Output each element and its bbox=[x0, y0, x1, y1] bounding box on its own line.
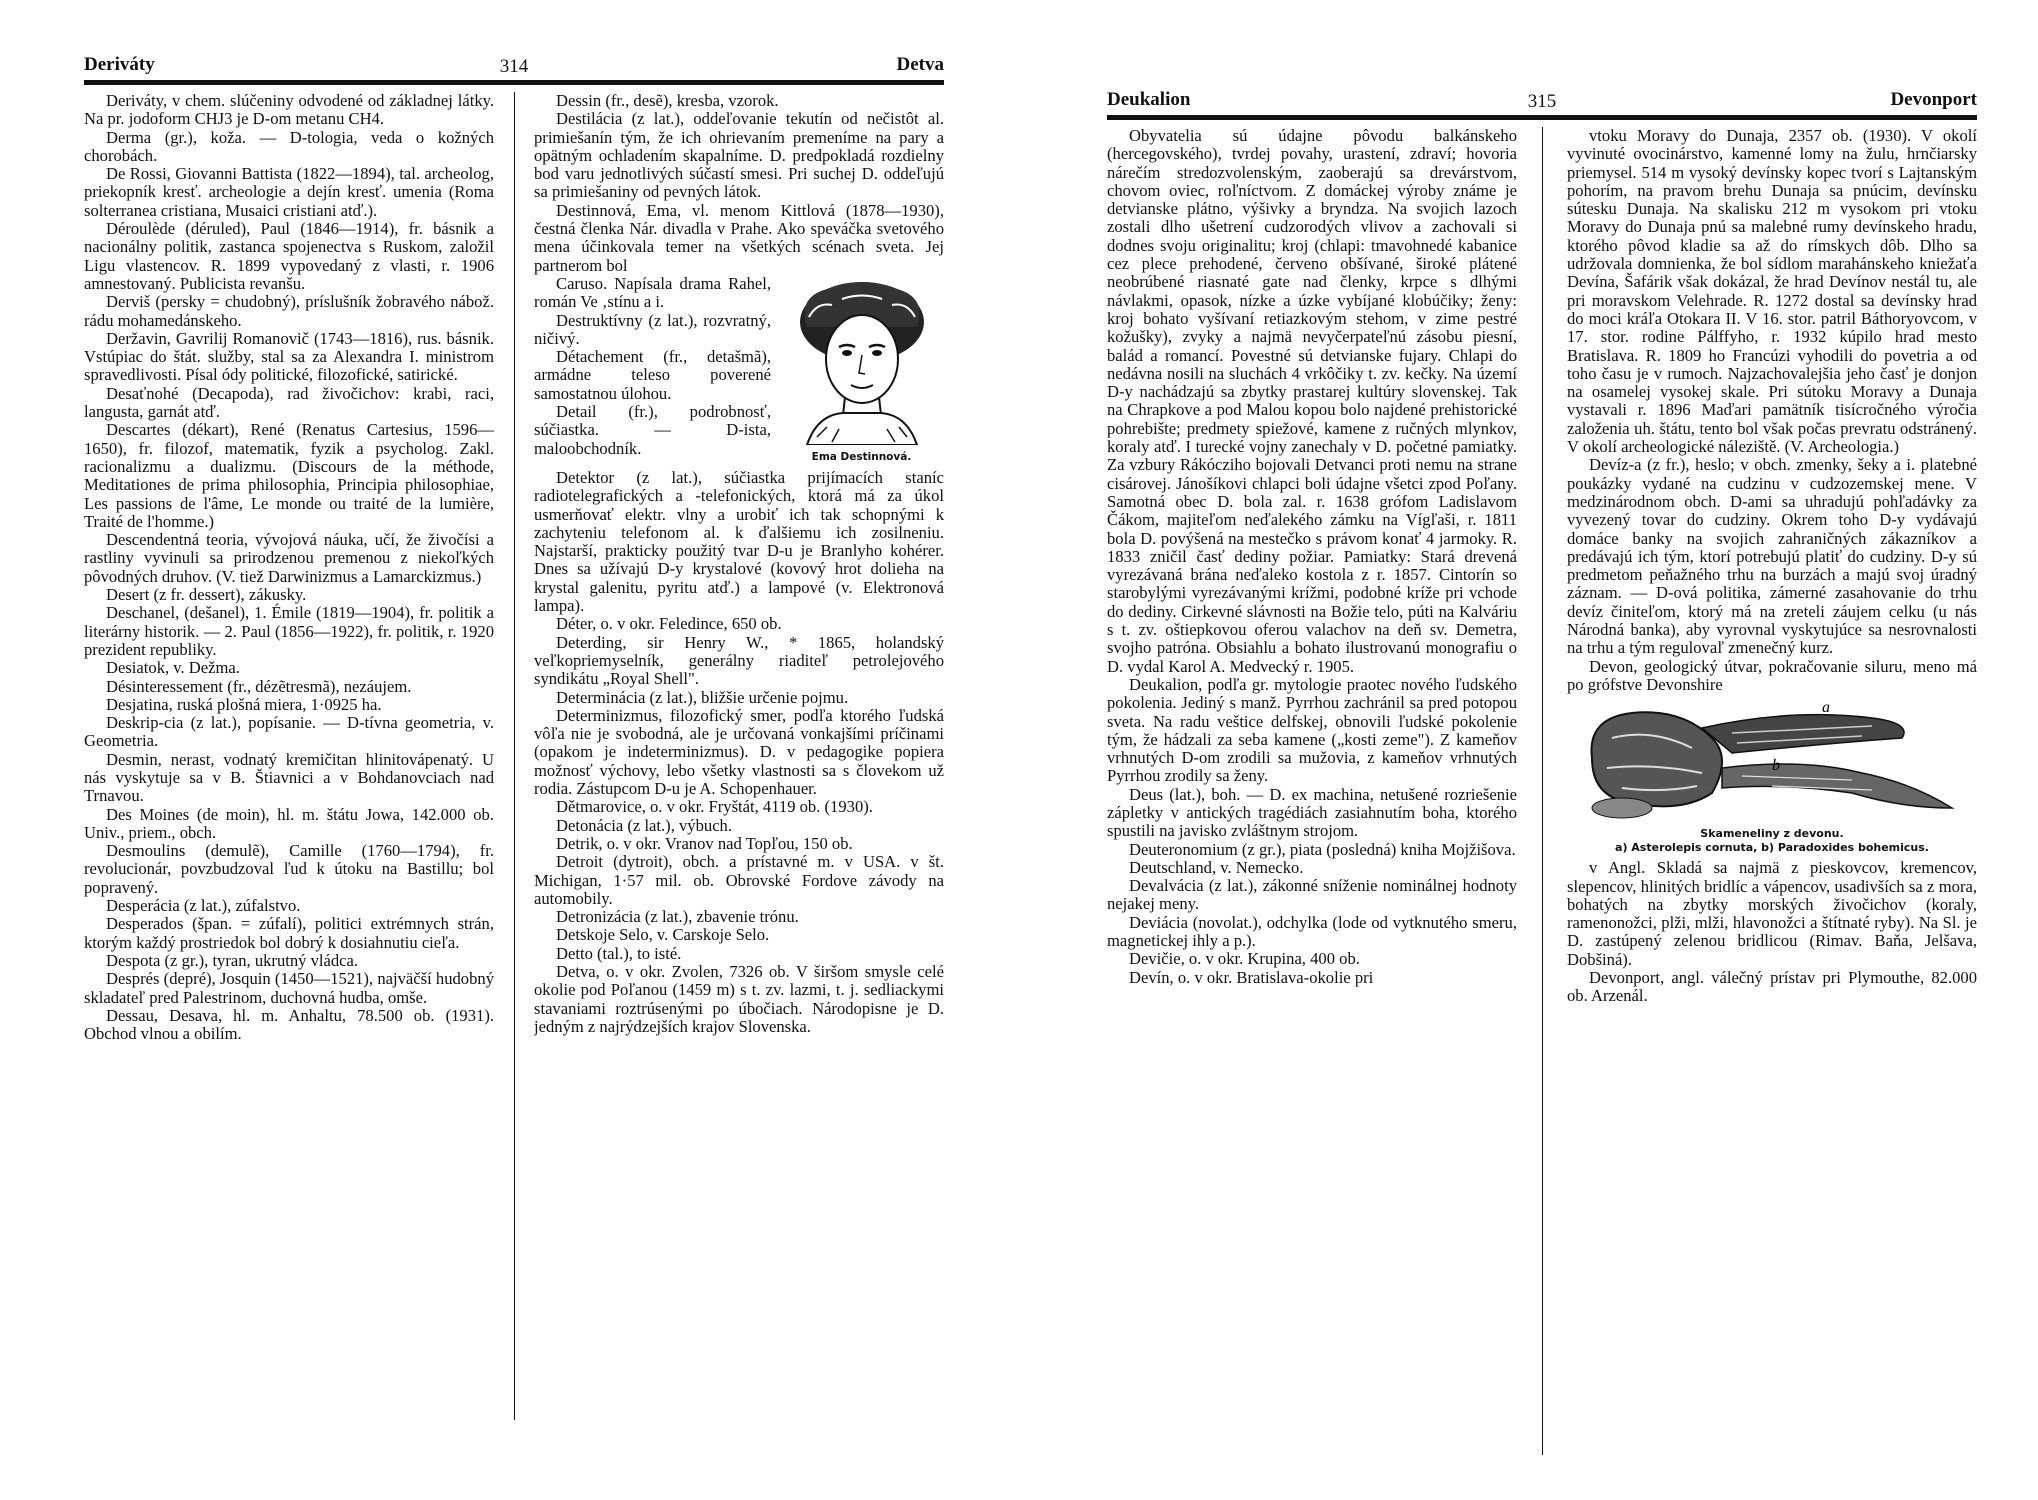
dictionary-entry: Detva, o. v okr. Zvolen, 7326 ob. V širšom smysle celé okolie pod Poľanou (1459 m) s t. zv. lazmi, t. j. sedliackymi stavaniami roztrúsenými po úbočiach. Národopisne je D. jedným z najrýdzejších krajov Slovenska. bbox=[534, 961, 944, 1036]
left-page-header bbox=[84, 50, 944, 85]
column-divider bbox=[514, 92, 515, 1420]
fossil-figure bbox=[1567, 698, 1977, 855]
dictionary-entry: Devičie, o. v okr. Krupina, 400 ob. bbox=[1129, 949, 1360, 969]
dictionary-entry: Desaťnohé (Decapoda), rad živočichov: krabi, raci, langusta, garnát atď. bbox=[84, 383, 494, 422]
right-page-column-1 bbox=[1107, 127, 1517, 1485]
dictionary-entry: Deriváty, v chem. slúčeniny odvodené od základnej látky. Na pr. jodoform CHJ3 je D-om metanu CH4. bbox=[84, 92, 494, 129]
dictionary-entry: Derma (gr.), koža. — D-tologia, veda o kožných chorobách. bbox=[84, 127, 494, 165]
dictionary-entry: Desperados (špan. = zúfalí), politici extrémnych strán, ktorým každý prostriedok bol dobrý k dosiahnutiu cieľa. bbox=[84, 914, 494, 952]
portrait-caption: Ema Destinnová. bbox=[811, 450, 912, 463]
dictionary-entry: Detrik, o. v okr. Vranov nad Topľou, 150 ob. bbox=[556, 833, 853, 853]
left-header-first-word: Deriváty bbox=[84, 54, 155, 75]
dictionary-entry: Deviácia (novolat.), odchylka (lode od vytknutého smeru, magnetickej ihly a p.). bbox=[1107, 912, 1517, 951]
dictionary-entry: Détachement (fr., detašmã), armádne teleso poverené samostatnou úlohou. bbox=[534, 347, 771, 403]
left-page-column-2 bbox=[534, 92, 944, 1450]
dictionary-entry: Detonácia (z lat.), výbuch. bbox=[556, 815, 733, 835]
dictionary-entry: Dessin (fr., desẽ), kresba, vzorok. bbox=[556, 92, 779, 110]
dictionary-entry: Despota (z gr.), tyran, ukrutný vládca. bbox=[106, 950, 359, 970]
fossil-caption-title: Skameneliny z devonu. bbox=[1700, 827, 1844, 841]
dictionary-entry: Déroulède (déruled), Paul (1846—1914), fr. básnik a nacionálny politik, zastanca spojenectva s Ruskom, založil Ligu vlastencov. R. 1899 vypovedaný z vlasti, r. 1906 amnestovaný. Publicista revanšu. bbox=[84, 219, 494, 293]
dictionary-entry: Devíz-a (z fr.), heslo; v obch. zmenky, šeky a i. platebné poukázky vydané na cudzinu v cudzozemskej mene. V medzinárodnom obch. D-ami sa uhradujú pohľadávky za vyvezený tovar do cudziny. Okrem toho D-y vydávajú domáce banky na svojich zahraničných zákazníkov a predávajú ich tým, ktorí potrebujú platiť do cudziny. D-y sú predmetom peňažného trhu na burzách a majú svoj úradný záznam. — D-ová politika, zámerné zasahovanie do trhu devíz činiteľom, ktorý má na zreteli záujem celku (u nás Národná banka), aby vyrovnal vyskytujúce sa nesrovnalosti na trhu a tým regulovaľ zmenečný kurz. bbox=[1567, 455, 1977, 658]
right-page-columns bbox=[1107, 127, 1977, 1485]
right-page bbox=[1107, 85, 1977, 1485]
dictionary-entry: Detektor (z lat.), súčiastka prijímacích staníc radiotelegrafických a -telefonických, ktorá má za úkol usmerňovať elektr. vlny a urobiť ich tak schopnými k zachyteniu telefonom al. k ďalšiemu ich zosilneniu. Najstarší, prakticky použitý tvar D-u je Branlyho kohérer. Dnes sa užívajú D-y krystalové (kovový hrot dolieha na krystal galenitu, pyritu atď.) a lampové (v. Elektronová lampa). bbox=[534, 467, 944, 616]
dictionary-entry: Devalvácia (z lat.), zákonné sníženie nominálnej hodnoty nejakej meny. bbox=[1107, 876, 1517, 914]
fossil-caption-detail: a) Asterolepis cornuta, b) Paradoxides bohemicus. bbox=[1615, 841, 1929, 855]
fossil-label-b: b bbox=[1772, 757, 1780, 775]
dictionary-entry: Désinteressement (fr., dézẽtresmã), nezáujem. bbox=[106, 676, 412, 696]
entry-list bbox=[1567, 127, 1977, 694]
dictionary-entry: Detail (fr.), podrobnosť, súčiastka. — D-ista, maloobchodník. bbox=[534, 402, 771, 458]
dictionary-entry: Desert (z fr. dessert), zákusky. bbox=[106, 585, 307, 605]
dictionary-entry: Déter, o. v okr. Feledince, 650 ob. bbox=[556, 614, 782, 634]
dictionary-entry: De Rossi, Giovanni Battista (1822—1894), tal. archeolog, priekopník kresť. archeologie a dejín kresť. umenia (Roma solterranea cristiana, Musaici cristiani atď.). bbox=[84, 164, 494, 220]
dictionary-entry: Determinizmus, filozofický smer, podľa ktorého ľudská vôľa nie je svobodná, ale je určovaná vonkajšími príčinami (opakom je indeterminizmus). D. v pedagogike popiera možnosť výchovy, lebo všetky vlastnosti sa s človekom už rodia. Zástupcom D-u je A. Schopenhauer. bbox=[534, 705, 944, 799]
dictionary-entry: Deskrip-cia (z lat.), popísanie. — D-tívna geometria, v. Geometria. bbox=[84, 713, 494, 751]
left-page-column-1 bbox=[84, 92, 494, 1450]
fossil-label-a: a bbox=[1822, 699, 1830, 717]
dictionary-entry: Devon, geologický útvar, pokračovanie siluru, meno má po grófstve Devonshire bbox=[1567, 656, 1977, 694]
dictionary-entry: Caruso. Napísala drama Rahel, román Ve ‚stínu a i. bbox=[534, 273, 771, 312]
dictionary-entry: Detto (tal.), to isté. bbox=[556, 943, 682, 963]
dictionary-entry: Dětmarovice, o. v okr. Fryštát, 4119 ob. (1930). bbox=[556, 797, 873, 817]
dictionary-entry: Deus (lat.), boh. — D. ex machina, netušené rozriešenie zápletky v antických tragédiách zasiahnutím boha, ktorého spustili na javisko zvláštnym strojom. bbox=[1107, 784, 1517, 841]
portrait-figure bbox=[779, 277, 944, 467]
dictionary-entry: Desmin, nerast, vodnatý kremičitan hlinitovápenatý. U nás vyskytuje sa v B. Štiavnici a v Bohdanovciach nad Trnavou. bbox=[84, 749, 494, 806]
dictionary-entry: Desmoulins (demulẽ), Camille (1760—1794), fr. revolucionár, povzbudzoval ľud k útoku na Bastillu; bol popravený. bbox=[84, 841, 494, 897]
portrait-block bbox=[534, 273, 944, 463]
dictionary-entry: Deržavin, Gavrilij Romanovič (1743—1816), rus. básnik. Vstúpiac do štát. služby, stal sa za Alexandra I. ministrom spravedlivosti. Písal ódy politické, filozofické, satirické. bbox=[84, 328, 494, 385]
dictionary-entry: Devonport, angl. válečný prístav pri Plymouthe, 82.000 ob. Arzenál. bbox=[1567, 967, 1977, 1006]
left-header-last-word: Detva bbox=[896, 54, 944, 75]
dictionary-entry: Descartes (dékart), René (Renatus Cartesius, 1596—1650), fr. filozof, matematik, fyzik a psycholog. Zakl. racionalizmu a dualizmu. (Discours de la méthode, Meditationes de prima philosophia, Principia philosophiae, Les passions de l'âme, Le monde ou traité de la lumière, Traité de l'homme.) bbox=[84, 420, 494, 531]
fossil-illustration bbox=[1572, 698, 1972, 823]
left-page bbox=[84, 50, 944, 1450]
entry-list bbox=[534, 92, 944, 275]
dictionary-entry: Deukalion, podľa gr. mytologie praotec nového ľudského pokolenia. Jediný s manž. Pyrrhou zachránil sa pred potopou sveta. Na radu veštice delfskej, obnovili ľudské pokolenie tým, že hádzali za seba kamene („kosti zeme"). Z kameňov vrhnutých D-om zrodili sa mužovia, z kameňov vrhnutých Pyrrhou zrodily sa ženy. bbox=[1107, 674, 1517, 786]
dictionary-entry: Derviš (persky = chudobný), príslušník žobravého nábož. rádu mohamedánskeho. bbox=[84, 292, 494, 330]
right-header-first-word: Deukalion bbox=[1107, 89, 1191, 110]
dictionary-entry: v Angl. Skladá sa najmä z pieskovcov, kremencov, slepencov, hlinitých bridlíc a vápencov, usadivších sa z mora, bohatých na zbytky morských živočichov (koraly, ramenonožci, plži, mlži, hlavonožci a štítnaté ryby). Na Sl. je D. zastúpený zelenou bridlicou (Rimav. Baňa, Jelšava, Dobšiná). bbox=[1567, 858, 1977, 969]
right-header-last-word: Devonport bbox=[1890, 89, 1977, 110]
dictionary-entry: Deuteronomium (z gr.), piata (posledná) kniha Mojžišova. bbox=[1129, 839, 1516, 859]
right-page-number: 315 bbox=[1527, 91, 1557, 112]
dictionary-entry: Descendentná teoria, vývojová náuka, učí, že živočísi a rastliny vyvinuli sa prirodzenou premenou z niekoľkých pôvodných druhov. (V. tiež Darwinizmus a Lamarckizmus.) bbox=[84, 530, 494, 586]
left-page-columns bbox=[84, 92, 944, 1450]
dictionary-entry: Deterding, sir Henry W., * 1865, holandský veľkopriemyselník, generálny riaditeľ petrolejového syndikátu „Royal Shell". bbox=[534, 632, 944, 689]
dictionary-entry: Destruktívny (z lat.), rozvratný, ničivý. bbox=[534, 310, 771, 348]
dictionary-entry: vtoku Moravy do Dunaja, 2357 ob. (1930). V okolí vyvinuté ovocinárstvo, kamenné lomy na žulu, hrnčiarsky priemysel. 514 m vysoký devínsky kopec tvorí s Lajtanským pohorím, na pravom brehu Dunaja sa pnúcim, devínsku sútesku Dunaja. Na skalisku 212 m vysokom pri vtoku Moravy do Dunaja pnú sa malebné rumy devínskeho hradu, ktorého pôvod kladie sa až do rímskych dôb. Dlho sa udržovala domnienka, že bol sídlom marahánskeho kniežaťa Devína, Šafárik však dokázal, že hrad Devínov nestál tu, ale pri moravskom Velehrade. R. 1272 dostal sa devínsky hrad do moci kráľa Otokara II. V 16. stor. patril Báthoryovcom, v 17. stor. rodine Pálffyho, r. 1932 kúpilo hrad mesto Bratislava. R. 1809 ho Francúzi vyhodili do povetria a od toho času je v rumoch. Najzachovalejšia jeho časť je donjon na osamelej vysokej skale. Pri sútoku Moravy a Dunaja vystavali r. 1896 Maďari pamätník tisícročného výročia založenia uh. štátu, tento bol však počas prevratu odstránený. V okolí archeologické náleziště. (V. Archeologia.) bbox=[1567, 127, 1977, 457]
dictionary-entry: Deschanel, (dešanel), 1. Émile (1819—1904), fr. politik a literárny historik. — 2. Paul (1856—1922), fr. politik, r. 1920 prezident republiky. bbox=[84, 603, 494, 659]
left-page-number: 314 bbox=[499, 56, 529, 77]
dictionary-entry: Desjatina, ruská plošná miera, 1·0925 ha. bbox=[106, 694, 382, 714]
entry-list bbox=[1107, 127, 1517, 987]
entry-list bbox=[1567, 859, 1977, 1005]
right-page-column-2 bbox=[1567, 127, 1977, 1485]
dictionary-entry: Desiatok, v. Dežma. bbox=[106, 658, 240, 678]
dictionary-entry: Des Moines (de moin), hl. m. štátu Jowa, 142.000 ob. Univ., priem., obch. bbox=[84, 804, 494, 842]
dictionary-entry: Obyvatelia sú údajne pôvodu balkánskeho (hercegovského), tvrdej povahy, urastení, zdraví; hovoria nárečím stredozvolenským, zaoberajú sa drevárstvom, chovom oviec, roľníctvom. Z domáckej výroby známe je detvianske plátno, výšivky a bryndza. Na svojich lazoch zostali dlho ušetrení cudzorodých vlivov a zachovali si dodnes svoju originalitu; kroj (chlapi: tmavohnedé kabanice cez plece prehodené, červeno obšívané, široké plátené neobrúbené riasnaté gate nad členky, krpce s dlhými návlakmi, opasok, nízke a úzke vybíjané klobúčiky; ženy: kroj bohato vyšívaní retiazkovým stehom, v zime pestré kožušky), zvyky a najmä nevyčerpateľnú zásobu piesní, balád a romancí. Povestné sú detvianske fujary. Chlapi do nedávna nosili na sluchách 4 vrkôčiky t. zv. kečky. Na území D-y nachádzajú sa zbytky prastarej kultúry slovenskej. Tak na Chrapkove a pod Malou kopou bolo najdené prehistorické pohrebište; predmety spiežové, kamene z ručných mlynkov, koraly atď. I turecké vojny zanechaly v D. početné pamiatky. Za vzbury Rákócziho bojovali Detvanci proti nemu na strane cisárovej. Jánošíkovi chlapci boli údajne všetci zpod Poľany. Samotná obec D. bola zal. r. 1638 grófom Ladislavom Čákom, majiteľom neďalekého zámku na Vígľaši, r. 1811 bola D. povýšená na mestečko s právom konať 4 jarmoky. R. 1833 zničil časť dediny požiar. Pamiatky: Stará drevená vyrezávaná brána neďaleko kostola z r. 1857. Cintorín so starobylými vyrezávanými krížmi, podobné kríže pri vchode do dediny. Cirkevné slávnosti na Božie telo, púti na Kalváriu s t. zv. oštiepkovou oferou valachov na deň sv. Demetra, svojho patróna. Obsiahlu a bohato ilustrovanú monografiu o D. vydal Karol A. Medvecký r. 1905. bbox=[1107, 127, 1517, 676]
dictionary-entry: Devín, o. v okr. Bratislava-okolie pri bbox=[1129, 967, 1374, 987]
dictionary-entry: Determinácia (z lat.), bližšie určenie pojmu. bbox=[556, 687, 849, 707]
entry-list bbox=[84, 92, 494, 1043]
column-divider bbox=[1542, 127, 1543, 1455]
dictionary-entry: Dessau, Desava, hl. m. Anhaltu, 78.500 ob. (1931). Obchod vlnou a obilím. bbox=[84, 1005, 494, 1044]
dictionary-entry: Detroit (dytroit), obch. a prístavné m. v USA. v št. Michigan, 1·57 mil. ob. Obrovské Fordove závody na automobily. bbox=[534, 852, 944, 908]
portrait-illustration bbox=[787, 277, 937, 445]
dictionary-entry: Destinnová, Ema, vl. menom Kittlová (1878—1930), čestná členka Nár. divadla v Prahe. Ako speváčka svetového mena účinkovala temer na všetkých scénach sveta. Jej partnerom bol bbox=[534, 200, 944, 275]
dictionary-entry: Detronizácia (z lat.), zbavenie trónu. bbox=[556, 907, 799, 927]
dictionary-entry: Destilácia (z lat.), oddeľovanie tekutín od nečistôt al. primiešanín tým, že ich ohrievaním premeníme na pary a opätným ochladením skapalníme. D. predpokladá rozdielny bod varu jednotlivých súčastí smesi. Pri suchej D. oddeľujú sa primiešaniny od pevných látok. bbox=[534, 109, 944, 202]
dictionary-entry: Després (depré), Josquin (1450—1521), najväčší hudobný skladateľ pred Palestrinom, duchovná hudba, omše. bbox=[84, 969, 494, 1007]
right-page-header bbox=[1107, 85, 1977, 120]
entry-list bbox=[534, 469, 944, 1036]
dictionary-entry: Detskoje Selo, v. Carskoje Selo. bbox=[556, 925, 770, 945]
dictionary-entry: Deutschland, v. Nemecko. bbox=[1129, 857, 1304, 877]
dictionary-entry: Desperácia (z lat.), zúfalstvo. bbox=[106, 896, 301, 916]
